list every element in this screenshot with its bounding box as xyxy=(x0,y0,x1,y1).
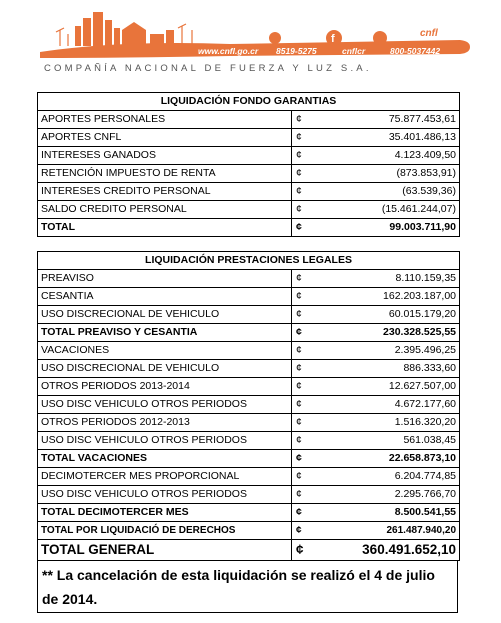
currency-symbol: ¢ xyxy=(292,360,310,378)
row-amount: (63.539,36) xyxy=(310,183,460,201)
currency-symbol: ¢ xyxy=(292,219,310,237)
row-label: APORTES PERSONALES xyxy=(38,111,292,129)
table-row xyxy=(38,342,460,360)
table-row xyxy=(38,201,460,219)
table-row xyxy=(38,468,460,486)
currency-symbol: ¢ xyxy=(292,111,310,129)
currency-symbol: ¢ xyxy=(292,450,310,468)
row-amount: 35.401.486,13 xyxy=(310,129,460,147)
social-text: cnflcr xyxy=(342,46,366,56)
row-label: TOTAL xyxy=(38,219,292,237)
currency-symbol: ¢ xyxy=(292,342,310,360)
table-row xyxy=(38,183,460,201)
row-label: CESANTIA xyxy=(38,288,292,306)
currency-symbol: ¢ xyxy=(292,129,310,147)
table-row xyxy=(38,432,460,450)
table-row xyxy=(38,486,460,504)
row-label: OTROS PERIODOS 2012-2013 xyxy=(38,414,292,432)
row-amount: 12.627.507,00 xyxy=(310,378,460,396)
currency-symbol: ¢ xyxy=(292,201,310,219)
website-text: www.cnfl.go.cr xyxy=(198,46,259,56)
row-amount: 230.328.525,55 xyxy=(310,324,460,342)
total-general-row xyxy=(38,540,460,561)
company-name: COMPAÑÍA NACIONAL DE FUERZA Y LUZ S.A. xyxy=(44,63,372,74)
headset-icon xyxy=(373,31,387,45)
table-row xyxy=(38,129,460,147)
phone-icon xyxy=(269,32,281,44)
currency-symbol: ¢ xyxy=(292,147,310,165)
row-amount: 60.015.179,20 xyxy=(310,306,460,324)
row-label: SALDO CREDITO PERSONAL xyxy=(38,201,292,219)
row-amount: 4.123.409,50 xyxy=(310,147,460,165)
row-label: DECIMOTERCER MES PROPORCIONAL xyxy=(38,468,292,486)
currency-symbol: ¢ xyxy=(292,396,310,414)
row-amount: 22.658.873,10 xyxy=(310,450,460,468)
letterhead xyxy=(0,0,501,90)
row-amount: 2.395.496,25 xyxy=(310,342,460,360)
table-row xyxy=(38,147,460,165)
row-label: INTERESES GANADOS xyxy=(38,147,292,165)
row-label: USO DISC VEHICULO OTROS PERIODOS xyxy=(38,396,292,414)
currency-symbol: ¢ xyxy=(292,378,310,396)
currency-symbol: ¢ xyxy=(292,486,310,504)
row-label: USO DISCRECIONAL DE VEHICULO xyxy=(38,360,292,378)
row-label: RETENCIÓN IMPUESTO DE RENTA xyxy=(38,165,292,183)
row-amount: 360.491.652,10 xyxy=(310,540,460,561)
row-amount: 6.204.774,85 xyxy=(310,468,460,486)
row-label: INTERESES CREDITO PERSONAL xyxy=(38,183,292,201)
currency-symbol: ¢ xyxy=(292,522,310,540)
currency-symbol: ¢ xyxy=(292,288,310,306)
row-amount: (873.853,91) xyxy=(310,165,460,183)
table-row xyxy=(38,378,460,396)
row-amount: 99.003.711,90 xyxy=(310,219,460,237)
table-row xyxy=(38,111,460,129)
table-row xyxy=(38,288,460,306)
row-label: TOTAL PREAVISO Y CESANTIA xyxy=(38,324,292,342)
row-label: USO DISCRECIONAL DE VEHICULO xyxy=(38,306,292,324)
row-label: TOTAL DECIMOTERCER MES xyxy=(38,504,292,522)
table-row xyxy=(38,414,460,432)
payment-note: ** La cancelación de esta liquidación se realizó el 4 de julio de 2014. xyxy=(37,560,458,613)
total-vacaciones-row xyxy=(38,450,460,468)
row-amount: 75.877.453,61 xyxy=(310,111,460,129)
currency-symbol: ¢ xyxy=(292,432,310,450)
currency-symbol: ¢ xyxy=(292,306,310,324)
currency-symbol: ¢ xyxy=(292,324,310,342)
currency-symbol: ¢ xyxy=(292,183,310,201)
fondo-garantias-table xyxy=(37,92,460,237)
cnfl-logo: cnfl xyxy=(420,28,438,39)
row-amount: (15.461.244,07) xyxy=(310,201,460,219)
currency-symbol: ¢ xyxy=(292,468,310,486)
row-label: VACACIONES xyxy=(38,342,292,360)
currency-symbol: ¢ xyxy=(292,540,310,561)
table-row xyxy=(38,165,460,183)
fondo-total-row xyxy=(38,219,460,237)
row-label: TOTAL POR LIQUIDACIÓ DE DERECHOS xyxy=(38,522,292,540)
row-label: TOTAL VACACIONES xyxy=(38,450,292,468)
table-row xyxy=(38,360,460,378)
table-row xyxy=(38,306,460,324)
table-row xyxy=(38,396,460,414)
row-label: USO DISC VEHICULO OTROS PERIODOS xyxy=(38,432,292,450)
row-amount: 8.110.159,35 xyxy=(310,270,460,288)
total-decimotercer-row xyxy=(38,504,460,522)
toll-free-text: 800-5037442 xyxy=(390,46,441,56)
phone-text: 8519-5275 xyxy=(276,46,317,56)
currency-symbol: ¢ xyxy=(292,414,310,432)
row-amount: 162.203.187,00 xyxy=(310,288,460,306)
svg-text:f: f xyxy=(331,33,335,45)
row-amount: 886.333,60 xyxy=(310,360,460,378)
currency-symbol: ¢ xyxy=(292,504,310,522)
total-preaviso-row xyxy=(38,324,460,342)
row-label: OTROS PERIODOS 2013-2014 xyxy=(38,378,292,396)
row-amount: 8.500.541,55 xyxy=(310,504,460,522)
row-label: USO DISC VEHICULO OTROS PERIODOS xyxy=(38,486,292,504)
row-label: APORTES CNFL xyxy=(38,129,292,147)
prestaciones-title: LIQUIDACIÓN PRESTACIONES LEGALES xyxy=(38,252,460,270)
fondo-title: LIQUIDACIÓN FONDO GARANTIAS xyxy=(38,93,460,111)
prestaciones-table xyxy=(37,251,460,561)
row-amount: 1.516.320,20 xyxy=(310,414,460,432)
total-derechos-row xyxy=(38,522,460,540)
row-label: PREAVISO xyxy=(38,270,292,288)
table-row xyxy=(38,270,460,288)
currency-symbol: ¢ xyxy=(292,165,310,183)
row-amount: 261.487.940,20 xyxy=(310,522,460,540)
currency-symbol: ¢ xyxy=(292,270,310,288)
row-amount: 561.038,45 xyxy=(310,432,460,450)
row-label: TOTAL GENERAL xyxy=(38,540,292,561)
row-amount: 2.295.766,70 xyxy=(310,486,460,504)
row-amount: 4.672.177,60 xyxy=(310,396,460,414)
